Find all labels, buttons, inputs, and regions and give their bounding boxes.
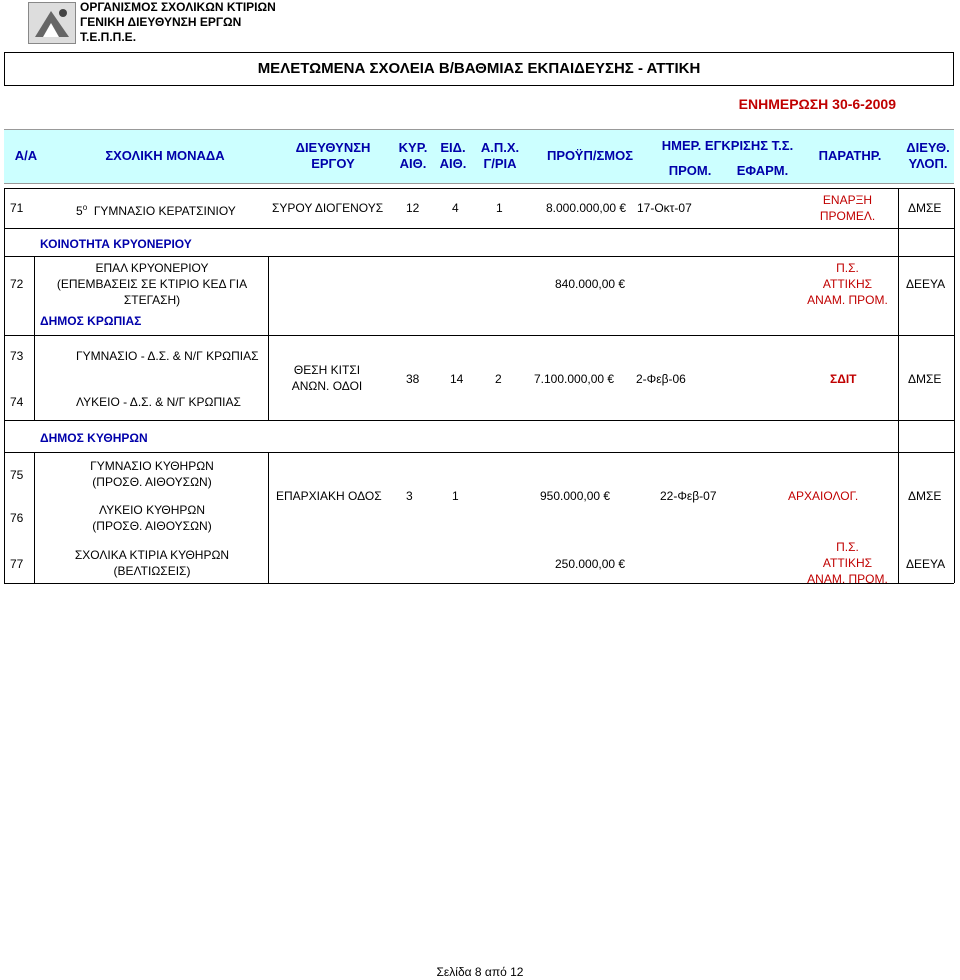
col-divider <box>268 452 269 583</box>
row-75-76-dept: ΔΜΣΕ <box>908 489 942 503</box>
row-72-aa: 72 <box>10 277 24 291</box>
col-divider <box>34 452 35 583</box>
col-prom: ΠΡΟΜ. <box>668 163 712 178</box>
org-logo-icon <box>28 2 76 44</box>
row-divider <box>4 228 954 229</box>
col-apx: Α.Π.Χ. Γ/ΡΙΑ <box>480 140 520 171</box>
row-76-unit: ΛΥΚΕΙΟ ΚΥΘΗΡΩΝ (ΠΡΟΣΘ. ΑΙΘΟΥΣΩΝ) <box>92 503 212 533</box>
row-divider <box>4 335 954 336</box>
row-71-apx: 1 <box>496 201 503 215</box>
org-unit: Τ.Ε.Π.Π.Ε. <box>80 30 137 44</box>
row-74-unit: ΛΥΚΕΙΟ - Δ.Σ. & Ν/Γ ΚΡΩΠΙΑΣ <box>76 395 241 409</box>
row-73-aa: 73 <box>10 349 24 363</box>
row-71-prom: 17-Οκτ-07 <box>637 201 692 215</box>
col-divider <box>898 188 899 583</box>
row-77-dept: ΔΕΕΥΑ <box>906 557 946 571</box>
table-border <box>4 188 5 583</box>
row-75-76-budget: 950.000,00 € <box>540 489 611 503</box>
row-74-aa: 74 <box>10 395 24 409</box>
row-72-notes: Π.Σ. ΑΤΤΙΚΗΣ ΑΝΑΜ. ΠΡΟΜ. <box>807 261 888 307</box>
row-77-aa: 77 <box>10 557 24 571</box>
col-divider <box>268 256 269 335</box>
col-budget: ΠΡΟΫΠ/ΣΜΟΣ <box>546 148 634 163</box>
row-71-aa: 71 <box>10 201 24 215</box>
page-number: Σελίδα 8 από 12 <box>436 965 524 979</box>
row-73-74-kyr: 38 <box>406 372 420 386</box>
org-name: ΟΡΓΑΝΙΣΜΟΣ ΣΧΟΛΙΚΩΝ ΚΤΙΡΙΩΝ <box>80 0 276 14</box>
org-division: ΓΕΝΙΚΗ ΔΙΕΥΘΥΝΣΗ ΕΡΓΩΝ <box>80 15 242 29</box>
row-71-unit: $5^o$ ΓΥΜΝΑΣΙΟ ΚΕΡΑΤΣΙΝΙΟΥ <box>76 203 236 218</box>
row-75-76-notes: ΑΡΧΑΙΟΛΟΓ. <box>788 489 859 503</box>
update-date: ΕΝΗΜΕΡΩΣΗ 30-6-2009 <box>738 96 896 112</box>
row-divider <box>4 256 954 257</box>
group-kropia: ΔΗΜΟΣ ΚΡΩΠΙΑΣ <box>40 314 142 328</box>
row-75-76-prom: 22-Φεβ-07 <box>660 489 717 503</box>
row-76-aa: 76 <box>10 511 24 525</box>
row-71-notes: ΕΝΑΡΞΗ ΠΡΟΜΕΛ. <box>819 193 876 223</box>
col-address: ΔΙΕΥΘΥΝΣΗ ΕΡΓΟΥ <box>295 140 371 171</box>
row-75-76-eid: 1 <box>452 489 459 503</box>
col-aa: Α/Α <box>14 148 38 163</box>
row-77-notes: Π.Σ. ΑΤΤΙΚΗΣ ΑΝΑΜ. ΠΡΟΜ. <box>807 540 888 586</box>
row-71-address: ΣΥΡΟΥ ΔΙΟΓΕΝΟΥΣ <box>272 201 384 215</box>
row-73-74-prom: 2-Φεβ-06 <box>636 372 686 386</box>
row-77-budget: 250.000,00 € <box>555 557 626 571</box>
row-73-74-address: ΘΕΣΗ ΚΙΤΣΙ ΑΝΩΝ. ΟΔΟΙ <box>291 363 363 393</box>
row-75-aa: 75 <box>10 468 24 482</box>
row-73-74-notes: ΣΔΙΤ <box>830 372 857 386</box>
row-divider <box>4 420 954 421</box>
table-border <box>954 188 955 583</box>
row-divider <box>4 452 954 453</box>
col-unit: ΣΧΟΛΙΚΗ ΜΟΝΑΔΑ <box>105 148 225 163</box>
col-kyr: ΚΥΡ. ΑΙΘ. <box>398 140 428 171</box>
col-notes: ΠΑΡΑΤΗΡ. <box>818 148 882 163</box>
organization-header <box>80 0 276 45</box>
row-75-unit: ΓΥΜΝΑΣΙΟ ΚΥΘΗΡΩΝ (ΠΡΟΣΘ. ΑΙΘΟΥΣΩΝ) <box>90 459 214 489</box>
row-71-budget: 8.000.000,00 € <box>546 201 627 215</box>
col-efarm: ΕΦΑΡΜ. <box>736 163 789 178</box>
row-72-budget: 840.000,00 € <box>555 277 626 291</box>
col-divider <box>34 335 35 420</box>
col-eid: ΕΙΔ. ΑΙΘ. <box>439 140 467 171</box>
row-71-dept: ΔΜΣΕ <box>908 201 942 215</box>
row-73-74-apx: 2 <box>495 372 502 386</box>
col-divider <box>268 335 269 420</box>
row-75-76-kyr: 3 <box>406 489 413 503</box>
row-divider <box>4 188 954 189</box>
row-73-unit: ΓΥΜΝΑΣΙΟ - Δ.Σ. & Ν/Γ ΚΡΩΠΙΑΣ <box>76 349 259 363</box>
row-72-dept: ΔΕΕΥΑ <box>906 277 946 291</box>
row-73-74-dept: ΔΜΣΕ <box>908 372 942 386</box>
document-title: ΜΕΛΕΤΩΜΕΝΑ ΣΧΟΛΕΙΑ Β/ΒΑΘΜΙΑΣ ΕΚΠΑΙΔΕΥΣΗΣ - ΑΤΤΙΚΗ <box>4 52 954 86</box>
col-dept: ΔΙΕΥΘ. ΥΛΟΠ. <box>906 140 950 171</box>
row-75-76-address: ΕΠΑΡΧΙΑΚΗ ΟΔΟΣ <box>276 489 382 503</box>
col-approval: ΗΜΕΡ. ΕΓΚΡΙΣΗΣ Τ.Σ. <box>661 138 794 153</box>
group-kryoneri: ΚΟΙΝΟΤΗΤΑ ΚΡΥΟΝΕΡΙΟΥ <box>40 237 192 251</box>
row-72-unit: ΕΠΑΛ ΚΡΥΟΝΕΡΙΟΥ (ΕΠΕΜΒΑΣΕΙΣ ΣΕ ΚΤΙΡΙΟ ΚΕΔ ΓΙΑ ΣΤΕΓΑΣΗ) <box>56 261 248 307</box>
row-73-74-eid: 14 <box>450 372 464 386</box>
row-77-unit: ΣΧΟΛΙΚΑ ΚΤΙΡΙΑ ΚΥΘΗΡΩΝ (ΒΕΛΤΙΩΣΕΙΣ) <box>74 548 230 578</box>
group-kythira: ΔΗΜΟΣ ΚΥΘΗΡΩΝ <box>40 431 148 445</box>
row-71-kyr: 12 <box>406 201 420 215</box>
row-71-eid: 4 <box>452 201 459 215</box>
row-73-74-budget: 7.100.000,00 € <box>534 372 615 386</box>
col-divider <box>34 256 35 335</box>
